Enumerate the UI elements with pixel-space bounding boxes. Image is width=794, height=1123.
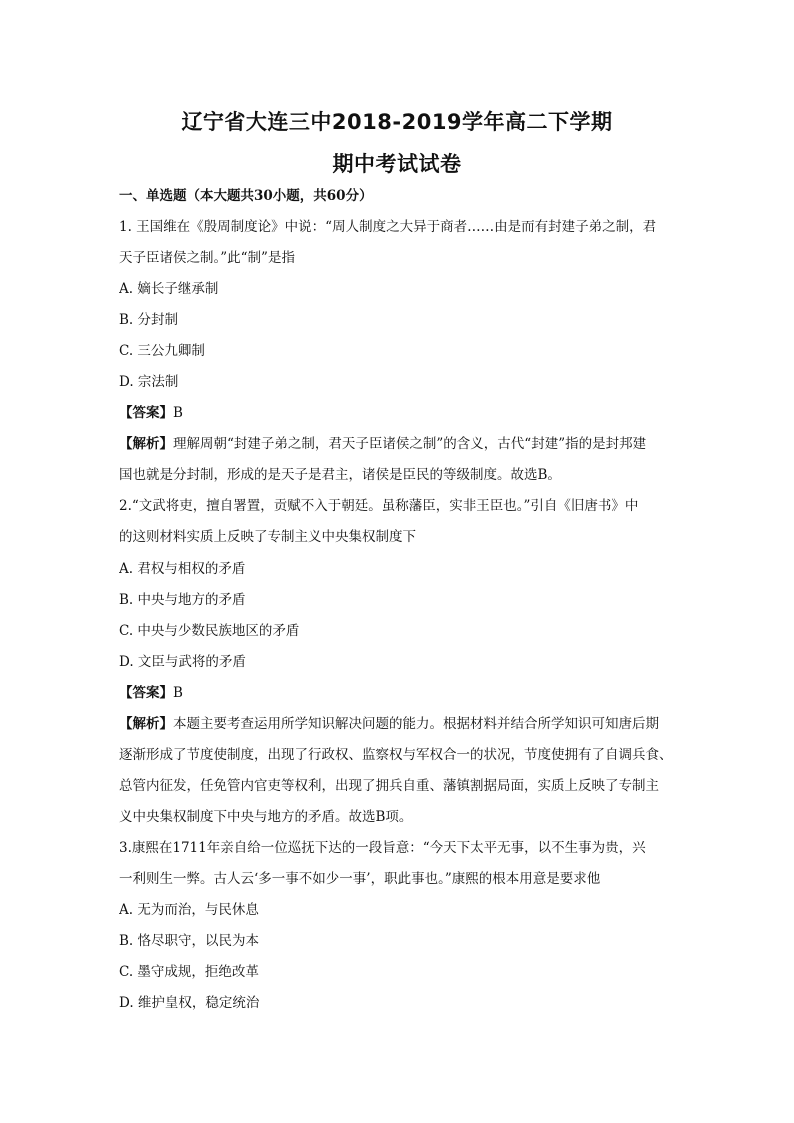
q1-analysis-line1 [119,434,679,454]
q2-analysis-text1: 本题主要考查运用所学知识解决问题的能力。根据材料并结合所学知识可知唐后期 [173,716,659,732]
q1-analysis-line2: 国也就是分封制，形成的是天子是君主，诸侯是臣民的等级制度。故选B。 [119,467,561,483]
q2-answer-tag: 【答案】 [119,685,173,701]
q3-stem-line2: 一利则生一弊。古人云‘多一事不如少一事’，职此事也。”康熙的根本用意是要求他 [119,871,601,887]
q2-analysis-tag: 【解析】 [119,716,173,732]
doc-title-line1: 辽宁省大连三中2018-2019学年高二下学期 [181,110,613,134]
q1-answer-tag: 【答案】 [119,405,173,421]
q3-option-d: D. 维护皇权，稳定统治 [119,995,260,1011]
q2-analysis-line3: 总管内征发，任免管内官吏等权利，出现了拥兵自重、藩镇割据局面，实质上反映了专制主 [119,778,659,794]
q1-option-a: A. 嫡长子继承制 [119,281,219,297]
q2-analysis-line4: 义中央集权制度下中央与地方的矛盾。故选B项。 [119,809,413,825]
doc-title-line2: 期中考试试卷 [332,152,462,176]
q3-option-a: A. 无为而治，与民休息 [119,902,259,918]
q1-option-d: D. 宗法制 [119,374,179,390]
q2-stem-line1: 2.“文武将吏，擅自署置，贡赋不入于朝廷。虽称藩臣，实非王臣也。”引自《旧唐书》中 [119,498,639,514]
q3-option-c: C. 墨守成规，拒绝改革 [119,964,259,980]
q1-answer-value: B [173,405,183,421]
q2-analysis-line1 [119,714,679,734]
q2-answer [119,683,679,703]
q1-option-c: C. 三公九卿制 [119,343,205,359]
q1-answer [119,403,679,423]
q1-analysis-tag: 【解析】 [119,436,173,452]
q1-stem-line2: 天子臣诸侯之制。”此“制”是指 [119,250,295,266]
section-heading: 一、单选题（本大题共30小题，共60分） [119,188,373,204]
q3-stem-line1: 3.康熙在1711年亲自给一位巡抚下达的一段旨意：“今天下太平无事，以不生事为贵，兴 [119,840,646,856]
q2-option-d: D. 文臣与武将的矛盾 [119,654,246,670]
q1-analysis-text1: 理解周朝“封建子弟之制，君天子臣诸侯之制”的含义，古代“封建”指的是封邦建 [173,436,647,452]
q2-stem-line2: 的这则材料实质上反映了专制主义中央集权制度下 [119,529,416,545]
q2-option-b: B. 中央与地方的矛盾 [119,592,246,608]
q1-stem-line1: 1. 王国维在《殷周制度论》中说：“周人制度之大异于商者……由是而有封建子弟之制，君 [119,219,657,235]
q2-answer-value: B [173,685,183,701]
q2-option-a: A. 君权与相权的矛盾 [119,561,246,577]
q2-analysis-line2: 逐渐形成了节度使制度，出现了行政权、监察权与军权合一的状况，节度使拥有了自调兵食、 [119,747,673,763]
q3-option-b: B. 恪尽职守，以民为本 [119,933,260,949]
q2-option-c: C. 中央与少数民族地区的矛盾 [119,623,300,639]
q1-option-b: B. 分封制 [119,312,179,328]
